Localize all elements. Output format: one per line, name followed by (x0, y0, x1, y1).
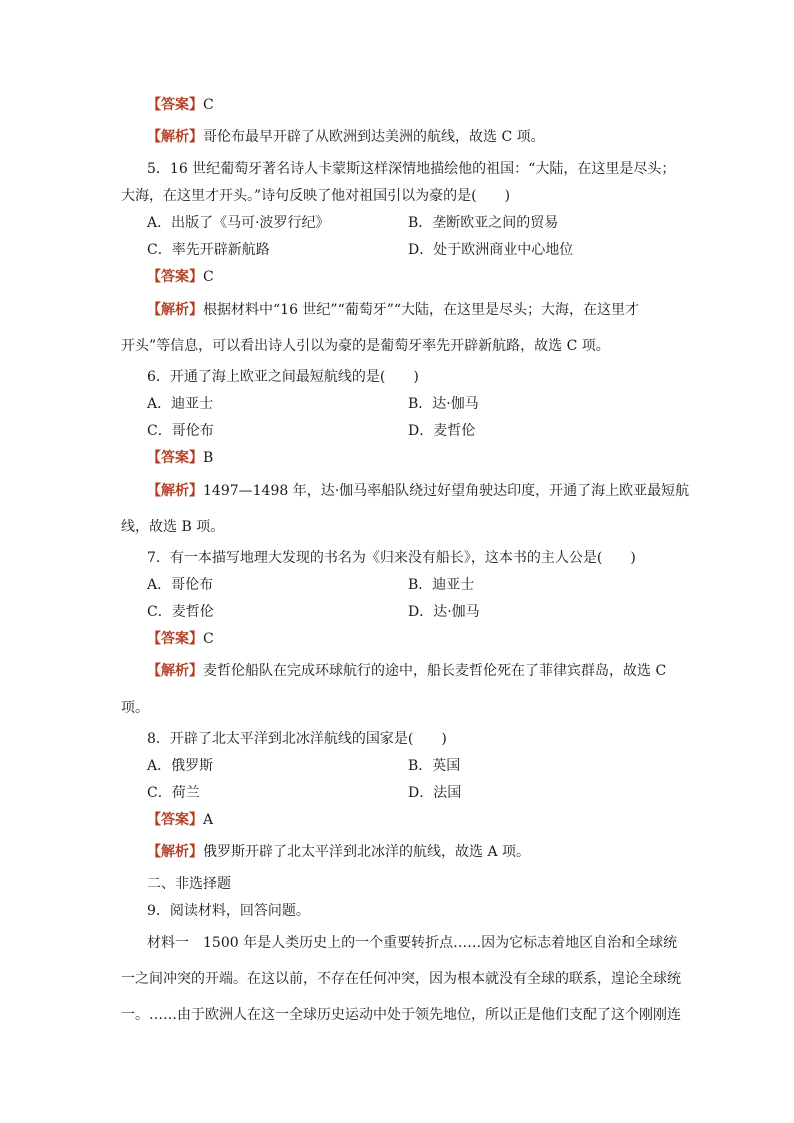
analysis-tag: 【解析】 (147, 302, 203, 318)
answer-tag: 【答案】 (147, 97, 203, 113)
material-text-continued: 一。……由于欧洲人在这一全球历史运动中处于领先地位，所以正是他们支配了这个刚刚连 (121, 1007, 681, 1023)
option-d: D．达·伽马 (408, 604, 480, 620)
analysis-tag: 【解析】 (147, 844, 203, 860)
option-a: A．哥伦布 (147, 577, 214, 593)
answer-tag: 【答案】 (147, 812, 203, 828)
question-stem: 5．16 世纪葡萄牙著名诗人卡蒙斯这样深情地描绘他的祖国：“大陆，在这里是尽头； (147, 161, 676, 177)
analysis-tag: 【解析】 (147, 483, 203, 499)
question-stem: 7．有一本描写地理大发现的书名为《归来没有船长》，这本书的主人公是( ) (147, 550, 636, 566)
analysis-text: 根据材料中“16 世纪”“葡萄牙”“大陆，在这里是尽头；大海，在这里才 (203, 302, 640, 318)
answer-value: C (203, 97, 214, 113)
analysis-text: 1497—1498 年，达·伽马率船队绕过好望角驶达印度，开通了海上欧亚最短航 (203, 483, 690, 499)
answer-line (147, 450, 213, 467)
question-stem: 9．阅读材料，回答问题。 (147, 903, 310, 919)
analysis-text: 哥伦布最早开辟了从欧洲到达美洲的航线，故选 C 项。 (203, 129, 545, 145)
answer-value: C (203, 631, 214, 647)
analysis-text: 俄罗斯开辟了北太平洋到北冰洋的航线，故选 A 项。 (203, 844, 531, 860)
question-stem-continued: 大海，在这里才开头。”诗句反映了他对祖国引以为豪的是( ) (121, 188, 511, 204)
answer-value: A (203, 812, 214, 828)
option-c: C．哥伦布 (147, 423, 214, 439)
analysis-line (147, 483, 689, 500)
answer-value: B (203, 450, 214, 466)
material-text-continued: 一之间冲突的开端。在这以前，不存在任何冲突，因为根本就没有全球的联系，遑论全球统 (121, 971, 681, 987)
analysis-tag: 【解析】 (147, 663, 203, 679)
analysis-text-continued: 开头”等信息，可以看出诗人引以为豪的是葡萄牙率先开辟新航路，故选 C 项。 (121, 338, 610, 354)
option-d: D．麦哲伦 (408, 423, 476, 439)
material-text: 材料一 1500 年是人类历史上的一个重要转折点……因为它标志着地区自治和全球统 (147, 935, 678, 951)
option-a: A．迪亚士 (147, 396, 214, 412)
option-c: C．率先开辟新航路 (147, 242, 270, 258)
answer-line (147, 269, 214, 286)
analysis-text: 麦哲伦船队在完成环球航行的途中，船长麦哲伦死在了菲律宾群岛，故选 C (203, 663, 667, 679)
question-stem: 8．开辟了北太平洋到北冰洋航线的国家是( ) (147, 731, 447, 747)
analysis-line (147, 663, 666, 680)
question-stem: 6．开通了海上欧亚之间最短航线的是( ) (147, 369, 419, 385)
analysis-line (147, 844, 530, 861)
option-d: D．处于欧洲商业中心地位 (408, 242, 574, 258)
option-a: A．俄罗斯 (147, 758, 214, 774)
answer-tag: 【答案】 (147, 631, 203, 647)
option-b: B．英国 (408, 758, 461, 774)
answer-tag: 【答案】 (147, 450, 203, 466)
answer-tag: 【答案】 (147, 269, 203, 285)
analysis-line (147, 302, 639, 319)
answer-line (147, 631, 214, 648)
section-heading: 二、非选择题 (147, 876, 231, 892)
analysis-line (147, 129, 545, 146)
analysis-text-continued: 项。 (121, 700, 149, 716)
option-a: A．出版了《马可·波罗行纪》 (147, 215, 330, 231)
analysis-tag: 【解析】 (147, 129, 203, 145)
answer-value: C (203, 269, 214, 285)
option-b: B．迪亚士 (408, 577, 475, 593)
answer-line (147, 812, 213, 829)
option-c: C．荷兰 (147, 785, 200, 801)
option-b: B．垄断欧亚之间的贸易 (408, 215, 559, 231)
option-d: D．法国 (408, 785, 462, 801)
analysis-text-continued: 线，故选 B 项。 (121, 519, 225, 535)
answer-line (147, 97, 214, 114)
option-c: C．麦哲伦 (147, 604, 214, 620)
option-b: B．达·伽马 (408, 396, 479, 412)
